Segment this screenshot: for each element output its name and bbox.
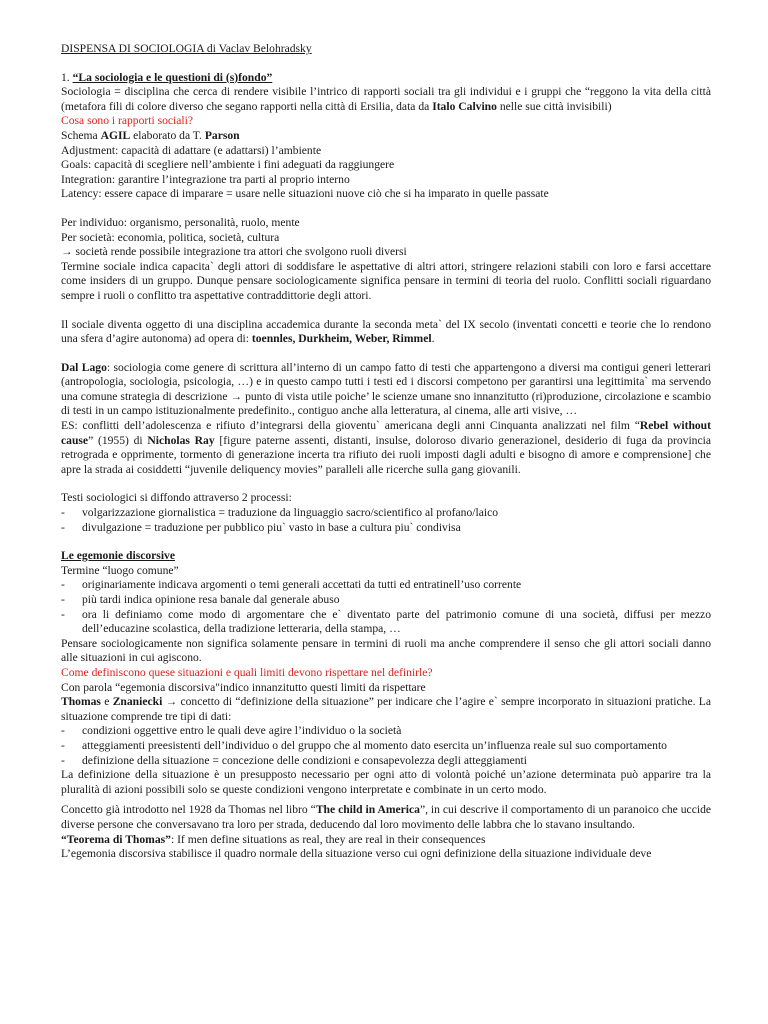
agil-author: Parson [204, 128, 240, 142]
thomas-paragraph [61, 695, 711, 724]
presupposto-paragraph: La definizione della situazione è un presupposto necessario per ogni atto di volontà poiché un’azione determinata può apparire tra la pluralità di azioni possibili solo se queste condizioni vengono interpretate e combinate in un certo modo. [61, 768, 711, 796]
agil-text: Schema [61, 128, 101, 142]
section-number: 1. [61, 70, 70, 84]
teorema-text: : If men define situations as real, they are real in their consequences [170, 832, 486, 846]
last-line: L’egemonia discorsiva stabilisce il quadro normale della situazione verso cui ogni definizione della situazione individuale deve [61, 847, 652, 861]
testi-intro: Testi sociologici si diffondo attraverso 2 processi: [61, 491, 292, 505]
pensare-paragraph: Pensare sociologicamente non significa solamente pensare in termini di ruoli ma anche comprendere il senso che gli attori sociali danno alle situazioni in cui agiscono. [61, 636, 711, 665]
sociale-end: . [431, 332, 435, 346]
definition-text: Sociologia = disciplina che cerca di rendere visibile l’intrico di rapporti sociali tra gli individui e i gruppi che “reggono la vita della città (metafora fili di colore diverso che segano rapporti nella città di Ersilia, data da [61, 85, 711, 113]
question-rapporti: Cosa sono i rapporti sociali? [61, 114, 194, 128]
list-item: - volgarizzazione giornalistica = traduzione da linguaggio sacro/scientifico al profano/laico [61, 506, 711, 521]
per-individuo: Per individuo: organismo, personalità, ruolo, mente [61, 215, 300, 229]
teorema-label: “Teorema di Thomas” [61, 832, 171, 846]
dal-lago-text: : sociologia come genere di scrittura all’interno di un campo fatto di testi che appartengono a diversi ma contigui generi letterari (antropologia, sociologia, psicologia, …) e in questo campo tutti i testi ed i discorsi competono per garantirsi una legittimita` ma servendo una comune strategia di descrizione [61, 360, 711, 403]
agil-latency: Latency: essere capace di imparare = usare nelle situazioni nuove ciò che si ha imparato in quelle passate [61, 187, 549, 201]
dal-lago-paragraph [61, 361, 711, 419]
esempio-text: ES: conflitti dell’adolescenza e rifiuto d’integrarsi della gioventu` americana degli anni Cinquanta analizzati nel film “ [61, 419, 640, 433]
egemonia-line: Con parola “egemonia discorsiva"indico innanzitutto questi limiti da rispettare [61, 680, 426, 694]
arrow-icon: → [165, 695, 178, 709]
agil-schema [61, 129, 711, 144]
processi-list [61, 506, 711, 535]
dati-list [61, 724, 711, 768]
teorema-line [61, 833, 711, 848]
concetto-text-b: ”, in cui descrive il comportamento di un paranoico che uccide diverse persone che conversavano tra loro per strada, deducendo dal loro movimento delle labbra che lo stavano insultando. [61, 803, 712, 831]
list-item: - definizione della situazione = concezione delle condizioni e consapevolezza degli atteggiamenti [61, 754, 711, 769]
section-heading [61, 71, 711, 86]
definition-text-end: nelle sue città invisibili) [496, 99, 612, 113]
author-thomas: Thomas [61, 695, 101, 709]
dal-lago-name: Dal Lago [61, 360, 107, 374]
agil-label: AGIL [100, 128, 131, 142]
question-situazioni: Come definiscono quese situazioni e quali limiti devono rispettare nel definirle? [61, 665, 433, 679]
arrow-icon: → [61, 245, 73, 259]
agil-integration: Integration: garantire l’integrazione tra parti al proprio interno [61, 172, 350, 186]
director-name: Nicholas Ray [147, 433, 215, 447]
per-societa: Per società: economia, politica, società, cultura [61, 230, 280, 244]
sociale-paragraph [61, 318, 711, 347]
sociale-text: Il sociale diventa oggetto di una disciplina accademica durante la seconda meta` del IX secolo (inventati concetti e teorie che lo rendono una sfera d’agire autonoma) ad opera di: [61, 317, 711, 346]
agil-adjustment: Adjustment: capacità di adattare (e adattarsi) l’ambiente [61, 143, 322, 157]
arrow-line [61, 245, 711, 260]
thomas-text: concetto di “definizione della situazione” per indicare che l’agire e` sempre incorporato in situazioni pratiche. La situazione comprende tre tipi di dati: [61, 695, 711, 723]
luogo-comune-list [61, 578, 711, 636]
author-name: Italo Calvino [432, 99, 497, 113]
esempio-paragraph [61, 419, 711, 477]
list-item: - più tardi indica opinione resa banale dal generale abuso [61, 593, 711, 608]
document-body [61, 42, 711, 862]
esempio-text-b: ” (1955) di [88, 433, 148, 447]
agil-goals: Goals: capacità di scegliere nell’ambiente i fini adeguati da raggiungere [61, 158, 395, 172]
arrow-icon: → [230, 389, 243, 403]
section-title: “La sociologia e le questioni di (s)fondo” [72, 70, 273, 84]
termine-sociale: Termine sociale indica capacita` degli attori di soddisfare le aspettative di altri attori, stringere relazioni stabili con loro e farsi accettare come insiders di un gruppo. Dunque pensare sociologicamente significa pensare in termini di teoria del ruolo. Conflitti sociali riguardano sempre i ruoli o conflitto tra aspettative contraddittorie degli attori. [61, 259, 711, 302]
esempio-text-c: [figure paterne assenti, distanti, insulse, doloroso divario generazionel, desiderio di fuga da provincia retrograda e opprimente, tormento di generazione incerta tra rifiuto dei ruoli imposti dagli adulti e bisogno di amore e comprensione] che apre la strada ai cosiddetti “juvenile deliquency movies” paralleli alle ricerche sulla gang giovanili. [61, 433, 711, 476]
book-title: The child in America [315, 803, 420, 817]
list-item: - originariamente indicava argomenti o temi generali accettati da tutti ed entratinell’uso corrente [61, 578, 711, 593]
list-item: - divulgazione = traduzione per pubblico piu` vasto in base a cultura piu` condivisa [61, 521, 711, 536]
termine-luogo-comune: Termine “luogo comune” [61, 563, 179, 577]
arrow-line-text: società rende possibile integrazione tra attori che svolgono ruoli diversi [72, 245, 407, 259]
dal-lago-text-b: punto di vista utile poiche’ le scienze umane sno innanzitutto (ri)produzione, circolazione e scambio di testi in un campo istituzionalmente predefinito., contiguo anche alla letteratura, al cinema, alle arti visive, … [61, 389, 711, 418]
film-title: Rebel without cause [61, 419, 711, 447]
author-znaniecki: Znaniecki [112, 695, 163, 709]
concetto-paragraph [61, 803, 711, 832]
list-item: - condizioni oggettive entro le quali deve agire l’individuo o la società [61, 724, 711, 739]
sociologia-definition [61, 85, 711, 114]
egemonie-heading: Le egemonie discorsive [61, 549, 175, 563]
list-item: - ora li definiamo come modo di argomentare che e` diventato parte del patrimonio comune di una società, diffusi per mezzo dell’educazine scolastica, della tradizione letteraria, della stampa, … [61, 608, 711, 637]
conjunction: e [100, 695, 113, 709]
concetto-text: Concetto già introdotto nel 1928 da Thomas nel libro “ [61, 803, 316, 817]
list-item: - atteggiamenti preesistenti dell’individuo o del gruppo che al momento dato esercita un’influenza reale sul suo comportamento [61, 739, 711, 754]
authors-list: toennles, Durkheim, Weber, Rimmel [251, 332, 432, 346]
agil-text-b: elaborato da T. [130, 128, 205, 142]
document-title: DISPENSA DI SOCIOLOGIA di Vaclav Belohradsky [61, 42, 312, 55]
